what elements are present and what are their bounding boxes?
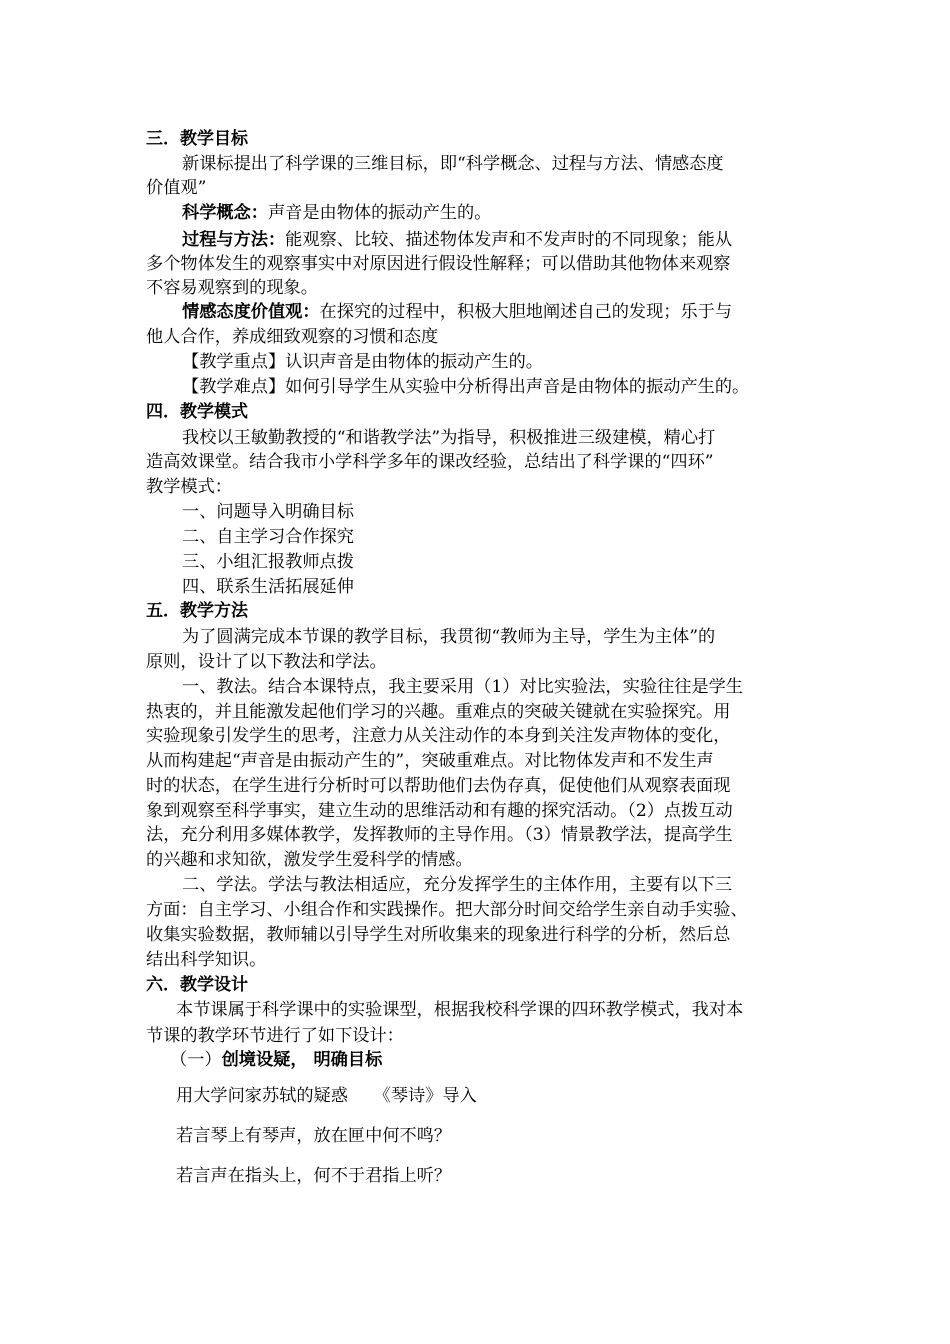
- paragraph-line: 结出科学知识。: [146, 950, 267, 970]
- poem-intro: 用大学问家苏轼的疑惑 《琴诗》导入: [176, 1086, 477, 1106]
- paragraph-line: 新课标提出了科学课的三维目标，即“科学概念、过程与方法、情感态度: [182, 154, 724, 174]
- paragraph-line: 不容易观察到的现象。: [146, 278, 318, 298]
- mode-step: 二、自主学习合作探究: [182, 527, 354, 547]
- paragraph-line: 我校以王敏勤教授的“和谐教学法”为指导，积极推进三级建模，精心打: [182, 428, 716, 448]
- paragraph-line: 价值观”: [146, 178, 207, 198]
- concept-label: 科学概念：: [182, 203, 268, 223]
- paragraph-line: 为了圆满完成本节课的教学目标，我贯彻“教师为主导，学生为主体”的: [182, 627, 716, 647]
- paragraph-line: 他人合作，养成细致观察的习惯和态度: [146, 327, 439, 347]
- mode-step: 一、问题导入明确目标: [182, 502, 354, 522]
- poem-line: 若言琴上有琴声，放在匣中何不鸣？: [176, 1126, 452, 1146]
- paragraph-line: 实验现象引发学生的思考，注意力从关注动作的本身到关注发声物体的变化，: [146, 726, 731, 746]
- paragraph-line: 本节课属于科学课中的实验课型，根据我校科学课的四环教学模式，我对本: [176, 1000, 744, 1020]
- paragraph-line: 收集实验数据，教师辅以引导学生对所收集来的现象进行科学的分析，然后总: [146, 925, 731, 945]
- paragraph-line: 方面：自主学习、小组合作和实践操作。把大部分时间交给学生亲自动手实验、: [146, 900, 748, 920]
- process-label: 过程与方法：: [182, 230, 286, 250]
- section-4-heading: 四．教学模式: [146, 402, 248, 422]
- paragraph-line: 原则，设计了以下教法和学法。: [146, 652, 387, 672]
- subsection-title: 创境设疑， 明确目标: [221, 1050, 383, 1070]
- section-6-heading: 六．教学设计: [146, 975, 248, 995]
- section-3-heading: 三．教学目标: [146, 129, 248, 149]
- paragraph-line: 从而构建起“声音是由振动产生的”，突破重难点。对比物体发声和不发生声: [146, 751, 714, 771]
- mode-step: 三、小组汇报教师点拨: [182, 552, 354, 572]
- paragraph-line: 热衷的，并且能激发起他们学习的兴趣。重难点的突破关键就在实验探究。用: [146, 702, 731, 722]
- paragraph-line: 节课的教学环节进行了如下设计：: [146, 1026, 404, 1046]
- paragraph-line: 二、学法。学法与教法相适应，充分发挥学生的主体作用，主要有以下三: [182, 875, 733, 895]
- subsection-heading: [170, 1048, 382, 1072]
- concept-line: [182, 201, 491, 225]
- section-5-heading: 五．教学方法: [146, 601, 248, 621]
- concept-text: 声音是由物体的振动产生的。: [267, 203, 492, 223]
- paragraph-line: 一、教法。结合本课特点，我主要采用（1）对比实验法，实验往往是学生: [182, 677, 743, 697]
- process-line: [182, 228, 732, 252]
- key-point: 【教学重点】认识声音是由物体的振动产生的。: [182, 352, 543, 372]
- paragraph-line: 时的状态，在学生进行分析时可以帮助他们去伪存真，促使他们从观察表面现: [146, 776, 731, 796]
- difficulty-point: 【教学难点】如何引导学生从实验中分析得出声音是由物体的振动产生的。: [182, 377, 750, 397]
- emotion-label: 情感态度价值观：: [182, 302, 320, 322]
- emotion-line: [182, 300, 732, 324]
- process-text: 能观察、比较、描述物体发声和不发声时的不同现象；能从: [285, 230, 733, 250]
- paragraph-line: 教学模式：: [146, 477, 232, 497]
- subsection-number: （一）: [170, 1050, 222, 1070]
- paragraph-line: 象到观察至科学事实，建立生动的思维活动和有趣的探究活动。（2）点拨互动: [146, 801, 733, 821]
- emotion-text: 在探究的过程中，积极大胆地阐述自己的发现；乐于与: [319, 302, 733, 322]
- paragraph-line: 多个物体发生的观察事实中对原因进行假设性解释；可以借助其他物体来观察: [146, 254, 731, 274]
- paragraph-line: 法，充分利用多媒体教学，发挥教师的主导作用。（3）情景教学法，提高学生: [146, 825, 733, 845]
- paragraph-line: 造高效课堂。结合我市小学科学多年的课改经验，总结出了科学课的“四环”: [146, 452, 714, 472]
- paragraph-line: 的兴趣和求知欲，激发学生爱科学的情感。: [146, 850, 473, 870]
- poem-line: 若言声在指头上，何不于君指上听？: [176, 1166, 452, 1186]
- mode-step: 四、联系生活拓展延伸: [182, 577, 354, 597]
